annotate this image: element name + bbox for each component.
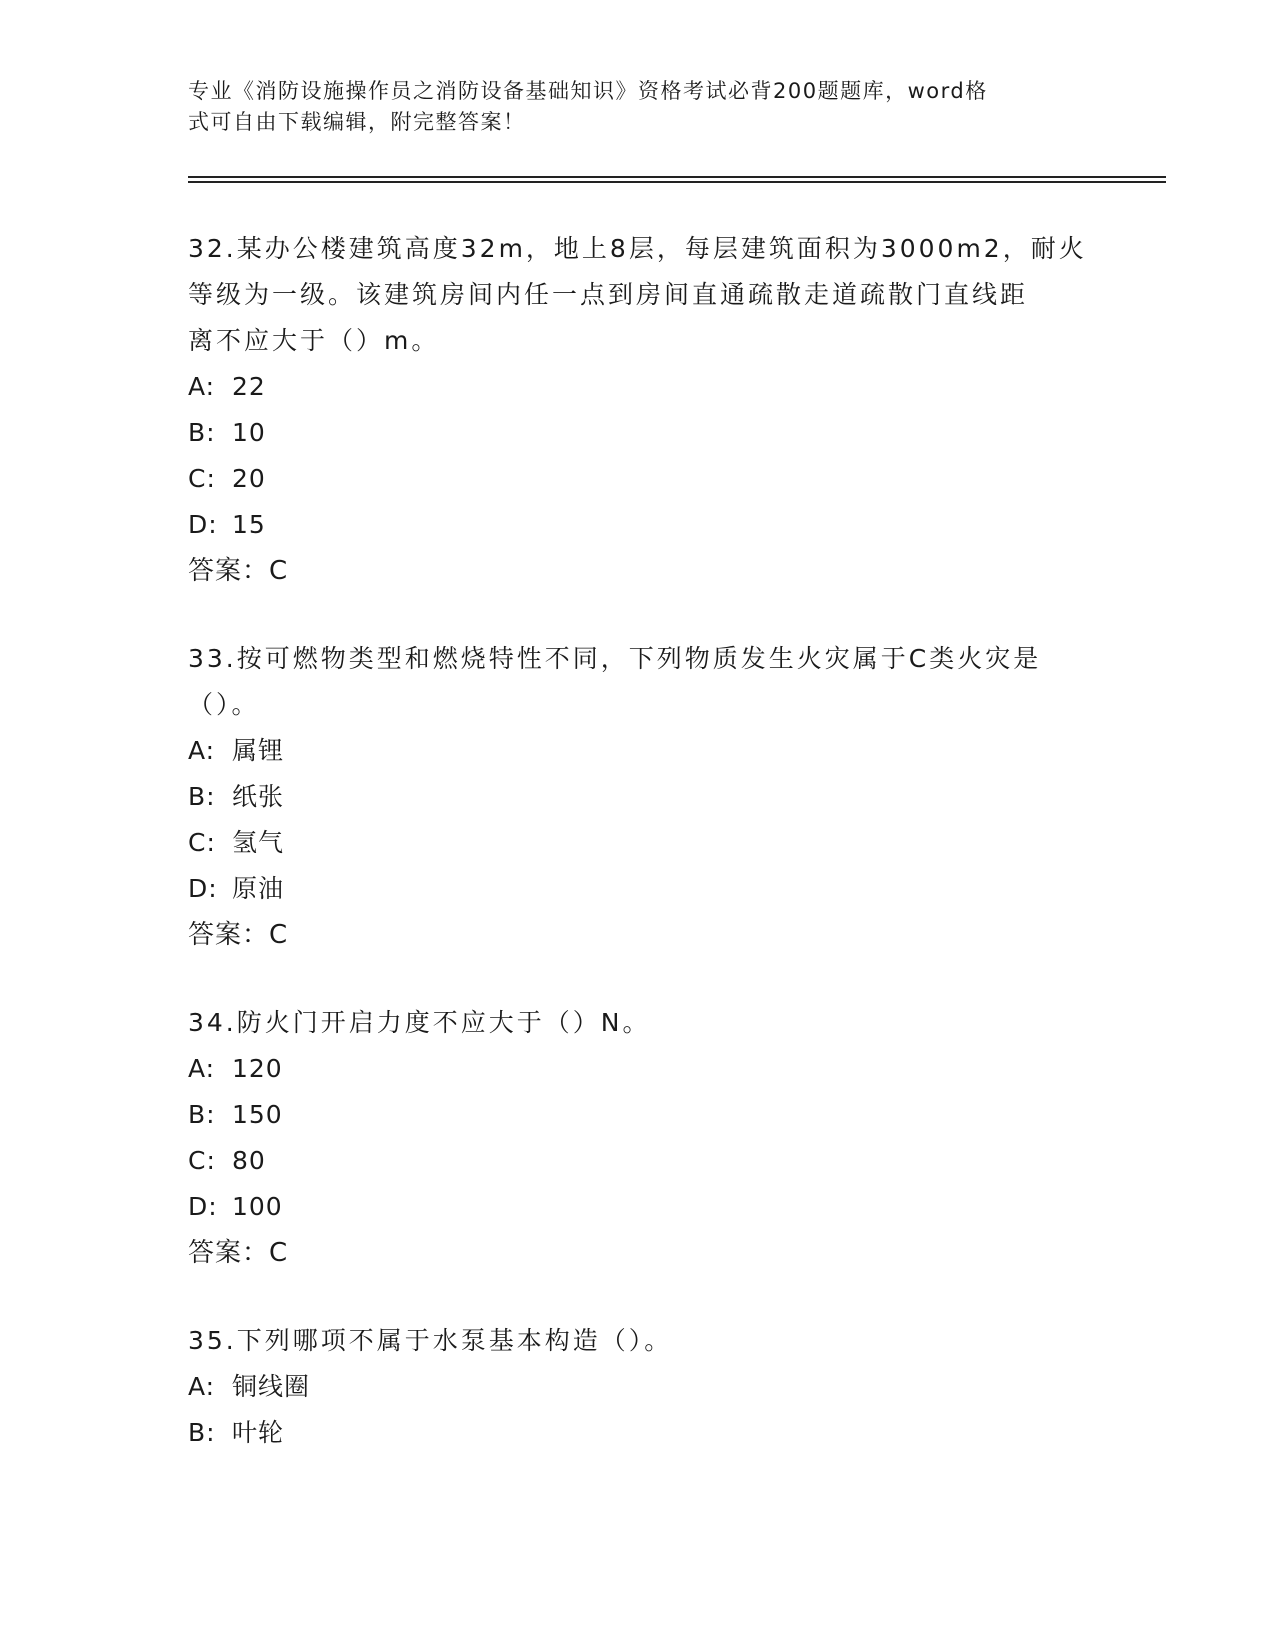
header-divider-top [188,176,1166,178]
option-text: 属锂 [232,736,285,765]
option-a [188,364,1088,410]
option-text: 原油 [232,874,285,903]
question-text-line: 离不应大于（）m。 [188,326,440,355]
option-a [188,728,1088,774]
answer-label: 答案：C [188,556,289,586]
question-text-line: 等级为一级。该建筑房间内任一点到房间直通疏散走道疏散门直线距 [188,280,1029,309]
option-text: 10 [232,418,266,447]
answer-label: 答案：C [188,1238,289,1268]
option-text: 铜线圈 [232,1372,311,1401]
question-text-line: （）。 [188,690,260,719]
document-header [188,76,1068,138]
option-d [188,502,1088,548]
question-text [188,636,1088,728]
option-text: 氢气 [232,828,285,857]
answer-label: 答案：C [188,920,289,950]
option-a [188,1046,1088,1092]
option-c [188,820,1088,866]
option-key: B: [188,1418,216,1447]
option-b [188,410,1088,456]
option-c [188,1138,1088,1184]
question-text [188,1318,1088,1364]
option-text: 80 [232,1146,266,1175]
option-text: 20 [232,464,266,493]
option-key: C: [188,1146,216,1175]
question-text [188,1000,1088,1046]
option-key: A: [188,372,216,401]
question-33 [188,636,1088,958]
option-b [188,774,1088,820]
option-key: D: [188,874,218,903]
option-a [188,1364,1088,1410]
option-text: 叶轮 [232,1418,285,1447]
option-key: B: [188,418,216,447]
option-text: 22 [232,372,266,401]
header-line-2: 式可自由下载编辑，附完整答案！ [188,110,526,134]
question-text [188,226,1088,364]
option-text: 100 [232,1192,283,1221]
option-text: 15 [232,510,266,539]
question-34 [188,1000,1088,1276]
option-text: 纸张 [232,782,285,811]
option-key: D: [188,1192,218,1221]
option-key: B: [188,782,216,811]
option-d [188,1184,1088,1230]
question-text-line: 32.某办公楼建筑高度32m，地上8层，每层建筑面积为3000m2，耐火 [188,234,1087,263]
option-key: B: [188,1100,216,1129]
question-32 [188,226,1088,594]
option-key: A: [188,736,216,765]
option-text: 120 [232,1054,283,1083]
option-b [188,1410,1088,1456]
option-d [188,866,1088,912]
question-text-line: 34.防火门开启力度不应大于（）N。 [188,1008,651,1037]
header-line-1: 专业《消防设施操作员之消防设备基础知识》资格考试必背200题题库，word格 [188,79,988,103]
option-text: 150 [232,1100,283,1129]
option-key: C: [188,464,216,493]
option-key: A: [188,1054,216,1083]
question-text-line: 35.下列哪项不属于水泵基本构造（）。 [188,1326,673,1355]
option-key: D: [188,510,218,539]
option-key: A: [188,1372,216,1401]
header-divider-bottom [188,181,1166,183]
option-b [188,1092,1088,1138]
option-key: C: [188,828,216,857]
question-text-line: 33.按可燃物类型和燃烧特性不同，下列物质发生火灾属于C类火灾是 [188,644,1042,673]
option-c [188,456,1088,502]
question-35 [188,1318,1088,1456]
